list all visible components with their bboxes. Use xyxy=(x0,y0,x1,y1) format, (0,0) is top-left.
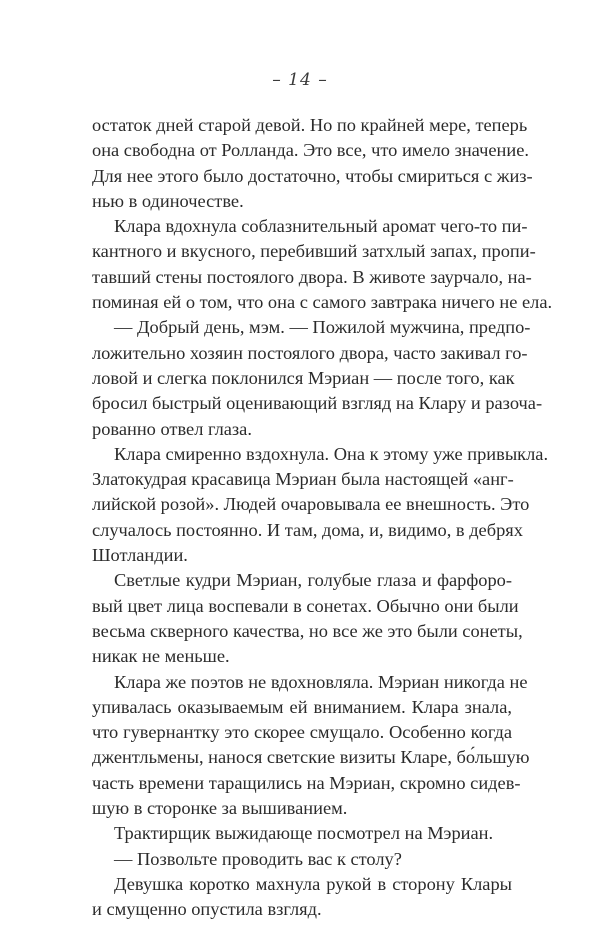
text-line: остаток дней старой девой. Но по крайней мере, теперь xyxy=(92,115,528,135)
paragraph xyxy=(92,568,523,669)
text-line: рованно отвел глаза. xyxy=(92,418,252,439)
text-line: что гувернантку это скорее смущало. Особенно когда xyxy=(92,722,512,743)
paragraph xyxy=(92,847,512,872)
paragraph xyxy=(92,821,512,846)
paragraph xyxy=(92,670,530,822)
text-line: часть времени таращились на Мэриан, скромно сидев- xyxy=(92,772,521,793)
text-line: упивалась оказываемым ей вниманием. Клара знала, xyxy=(92,696,512,717)
text-line: Златокудрая красавица Мэриан была настоящей «анг- xyxy=(92,469,514,490)
text-line: Шотландии. xyxy=(92,545,188,566)
text-line: Девушка коротко махнула рукой в сторону Клары xyxy=(114,873,512,894)
text-line: — Позвольте проводить вас к столу? xyxy=(114,848,402,869)
text-line: кантного и вкусного, перебивший затхлый запах, пропи- xyxy=(92,241,536,262)
body-text xyxy=(92,113,553,923)
page-number: – 14 – xyxy=(272,70,328,90)
text-line: весьма скверного качества, но все же это были сонеты, xyxy=(92,620,523,641)
text-line: она свободна от Ролланда. Это все, что имело значение. xyxy=(92,140,529,161)
text-line: джентльмены, нанося светские визиты Кларе, бо́льшую xyxy=(92,747,530,768)
text-line: и смущенно опустила взгляд. xyxy=(92,899,322,920)
text-line: Трактирщик выжидающе посмотрел на Мэриан. xyxy=(114,823,494,844)
text-line: вый цвет лица воспевали в сонетах. Обычно они были xyxy=(92,595,519,616)
paragraph xyxy=(92,113,533,214)
text-line: Клара вдохнула соблазнительный аромат чего-то пи- xyxy=(114,216,528,237)
text-line: лийской розой». Людей очаровывала ее внешность. Это xyxy=(92,494,530,515)
paragraph xyxy=(92,872,512,923)
text-line: Клара смиренно вздохнула. Она к этому уже привыкла. xyxy=(114,443,549,464)
paragraph xyxy=(92,214,553,315)
text-line: нью в одиночестве. xyxy=(92,190,244,211)
text-line: поминая ей о том, что она с самого завтрака ничего не ела. xyxy=(92,292,553,313)
text-line: тавший стены постоялого двора. В животе заурчало, на- xyxy=(92,266,532,287)
text-line: ложительно хозяин постоялого двора, часто закивал го- xyxy=(92,342,528,363)
paragraph xyxy=(92,315,543,441)
text-line: Для нее этого было достаточно, чтобы смириться с жиз- xyxy=(92,165,533,186)
text-line: Клара же поэтов не вдохновляла. Мэриан никогда не xyxy=(114,671,528,692)
text-line: — Добрый день, мэм. — Пожилой мужчина, предпо- xyxy=(114,317,531,338)
text-line: никак не меньше. xyxy=(92,646,230,667)
text-line: бросил быстрый оценивающий взгляд на Клару и разоча- xyxy=(92,393,543,414)
paragraph xyxy=(92,442,549,568)
text-line: шую в сторонке за вышиванием. xyxy=(92,798,348,819)
text-line: случалось постоянно. И там, дома, и, видимо, в дебрях xyxy=(92,519,523,540)
text-line: ловой и слегка поклонился Мэриан — после того, как xyxy=(92,367,515,388)
text-line: Светлые кудри Мэриан, голубые глаза и фарфоро- xyxy=(114,570,512,591)
